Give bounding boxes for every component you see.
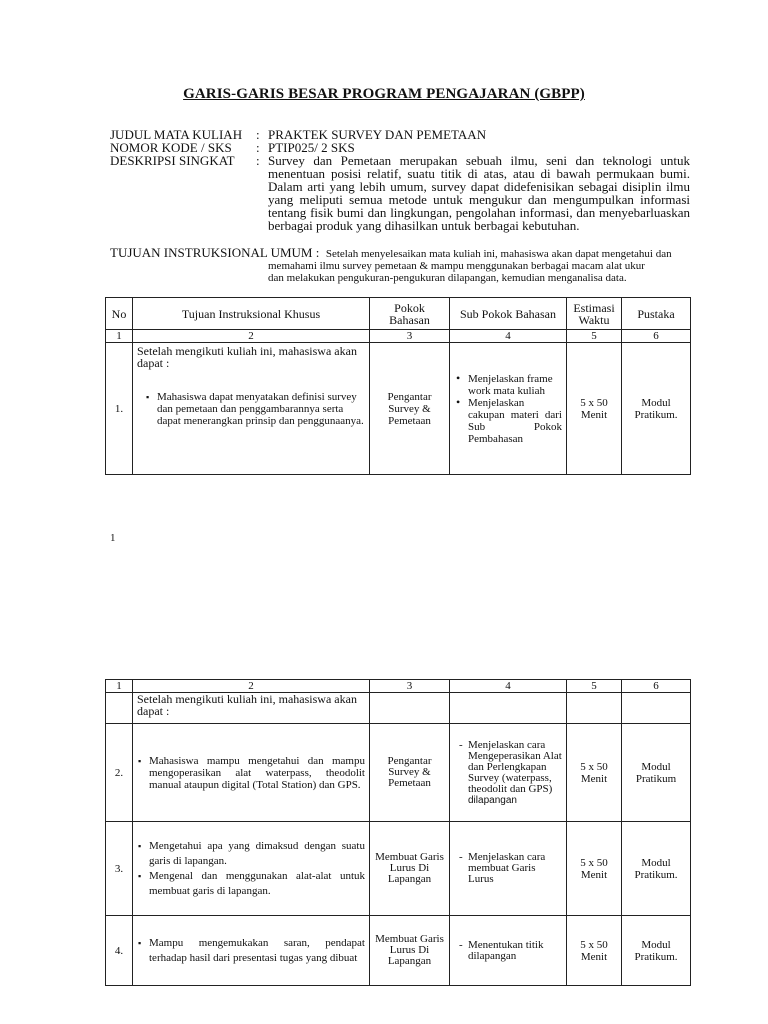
pokok-cell: Membuat Garis Lurus Di Lapangan: [370, 916, 450, 986]
pustaka-cell: Modul Pratikum.: [622, 916, 691, 986]
empty-cell: [106, 693, 133, 724]
tiu-label: TUJUAN INSTRUKSIONAL UMUM :: [110, 245, 320, 260]
empty-cell: [622, 693, 691, 724]
header-sub: Sub Pokok Bahasan: [450, 298, 567, 330]
empty-cell: [370, 693, 450, 724]
tik-item: ▪ Mengenal dan menggunakan alat-alat untuk membuat garis di lapangan.: [149, 869, 365, 899]
sub-item: - Menjelaskan cara membuat Garis Lurus: [468, 852, 562, 885]
tik-list: [137, 936, 365, 966]
tik-intro: Setelah mengikuti kuliah ini, mahasiswa akan dapat :: [133, 693, 370, 724]
course-meta: [110, 128, 690, 232]
sub-list: [454, 940, 562, 962]
document-title: GARIS-GARIS BESAR PROGRAM PENGAJARAN (GBPP): [183, 86, 585, 102]
col-number: 5: [567, 330, 622, 343]
sub-cell: [450, 916, 567, 986]
tik-cell: [133, 343, 370, 475]
sub-cell: [450, 822, 567, 916]
col-number: 6: [622, 330, 691, 343]
header-pustaka: Pustaka: [622, 298, 691, 330]
tik-intro: Setelah mengikuti kuliah ini, mahasiswa akan dapat :: [137, 344, 357, 370]
tik-item: ▪ Mampu mengemukakan saran, pendapat terhadap hasil dari presentasi tugas yang dibuat: [149, 936, 365, 966]
colon: :: [256, 140, 260, 155]
waktu-cell: 5 x 50 Menit: [567, 916, 622, 986]
table-intro-row: [106, 693, 691, 724]
tiu-line3: dan melakukan pengukuran-pengukuran dilapangan, kemudian menganalisa data.: [268, 272, 627, 284]
empty-cell: [450, 693, 567, 724]
col-number: 4: [450, 680, 567, 693]
tik-list: [145, 391, 365, 427]
table-header-row: [106, 298, 691, 330]
table-row: [106, 916, 691, 986]
sub-list: [454, 740, 562, 795]
row-number: 1.: [106, 343, 133, 475]
pustaka-cell: Modul Pratikum: [622, 724, 691, 822]
waktu-cell: 5 x 50 Menit: [567, 724, 622, 822]
sub-cell: [450, 343, 567, 475]
sub-item: • Menjelaskan frame work mata kuliah: [468, 373, 562, 397]
header-no: No: [106, 298, 133, 330]
colon: :: [256, 153, 260, 168]
colon: :: [256, 127, 260, 142]
table-row: [106, 343, 691, 475]
col-number: 5: [567, 680, 622, 693]
col-number: 4: [450, 330, 567, 343]
tujuan-umum: [110, 247, 690, 284]
tik-cell: [133, 822, 370, 916]
sub-list: [454, 852, 562, 885]
tiu-line2: memahami ilmu survey pemetaan & mampu menggunakan berbagai macam alat ukur: [268, 260, 645, 272]
col-number: 3: [370, 680, 450, 693]
sub-list: [454, 373, 562, 445]
col-number: 1: [106, 680, 133, 693]
table-number-row: [106, 680, 691, 693]
row-number: 4.: [106, 916, 133, 986]
tik-list: [137, 839, 365, 899]
gbpp-table-1: [105, 297, 691, 475]
col-number: 2: [133, 330, 370, 343]
header-tik: Tujuan Instruksional Khusus: [133, 298, 370, 330]
tik-item: ▪ Mahasiswa mampu mengetahui dan mampu mengoperasikan alat waterpass, theodolit manual ataupun digital (Total Station) dan GPS.: [149, 755, 365, 791]
row-number: 2.: [106, 724, 133, 822]
gbpp-table-2: [105, 679, 691, 986]
header-pokok: Pokok Bahasan: [370, 298, 450, 330]
tik-list: [137, 755, 365, 791]
judul-label: JUDUL MATA KULIAH: [110, 127, 243, 142]
pokok-cell: Pengantar Survey & Pemetaan: [370, 343, 450, 475]
pokok-cell: Membuat Garis Lurus Di Lapangan: [370, 822, 450, 916]
page-number: 1: [110, 532, 116, 544]
tik-cell: [133, 916, 370, 986]
header-waktu: Estimasi Waktu: [567, 298, 622, 330]
pokok-cell: Pengantar Survey & Pemetaan: [370, 724, 450, 822]
waktu-cell: 5 x 50 Menit: [567, 343, 622, 475]
deskripsi-label: DESKRIPSI SINGKAT: [110, 153, 235, 168]
empty-cell: [567, 693, 622, 724]
sub-item: • Menjelaskan cakupan materi dari Sub Pokok Pembahasan: [468, 397, 562, 445]
table-row: [106, 724, 691, 822]
tik-item: ▪ Mengetahui apa yang dimaksud dengan suatu garis di lapangan.: [149, 839, 365, 869]
tik-item: ▪ Mahasiswa dapat menyatakan definisi survey dan pemetaan dan penggambarannya serta dapat menerangkan prinsip dan penggunaanya.: [157, 391, 365, 427]
sub-item: - Menentukan titik dilapangan: [468, 940, 562, 962]
waktu-cell: 5 x 50 Menit: [567, 822, 622, 916]
pustaka-cell: Modul Pratikum.: [622, 343, 691, 475]
kode-value: PTIP025/ 2 SKS: [268, 140, 355, 155]
sub-cell: [450, 724, 567, 822]
tiu-line1: Setelah menyelesaikan mata kuliah ini, mahasiswa akan dapat mengetahui dan: [325, 248, 672, 260]
table-row: [106, 822, 691, 916]
table-number-row: [106, 330, 691, 343]
pustaka-cell: Modul Pratikum.: [622, 822, 691, 916]
sub-extra: dilapangan: [468, 794, 517, 806]
deskripsi-value: Survey dan Pemetaan merupakan sebuah ilmu, seni dan teknologi untuk menentuan posisi relatif, suatu titik di atas, atau di bawah permukaan bumi. Dalam arti yang lebih umum, survey dapat didefenisikan sebagai disiplin ilmu yang meliputi semua metode untuk mengukur dan mengumpulkan informasi tentang fisik bumi dan lingkungan, pengolahan informasi, dan menyebarluaskan berbagai produk yang dihasilkan untuk berbagai kebutuhan.: [268, 153, 690, 233]
col-number: 2: [133, 680, 370, 693]
kode-label: NOMOR KODE / SKS: [110, 140, 232, 155]
tik-cell: [133, 724, 370, 822]
meta-row-deskripsi: [110, 154, 690, 232]
col-number: 3: [370, 330, 450, 343]
judul-value: PRAKTEK SURVEY DAN PEMETAAN: [268, 127, 487, 142]
row-number: 3.: [106, 822, 133, 916]
col-number: 1: [106, 330, 133, 343]
col-number: 6: [622, 680, 691, 693]
sub-item: - Menjelaskan cara Mengeperasikan Alat dan Perlengkapan Survey (waterpass, theodolit dan GPS): [468, 740, 562, 795]
